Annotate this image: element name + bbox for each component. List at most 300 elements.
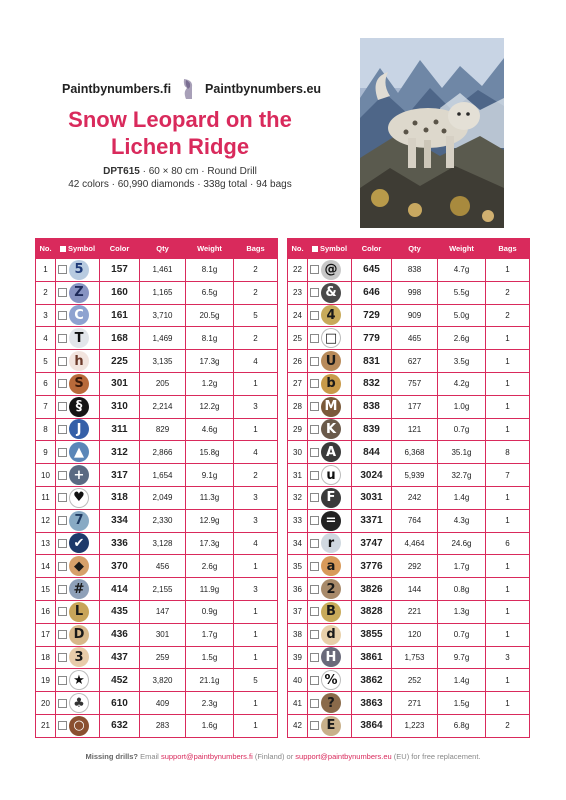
row-symbol-cell [308,714,352,737]
table-row [36,304,278,327]
quantity: 121 [392,418,438,441]
row-symbol-cell [56,692,100,715]
bags: 1 [486,486,530,509]
table-body-right [288,259,530,738]
symbol-badge-icon: A [321,442,341,462]
dmc-color-code: 336 [100,532,140,555]
weight: 12.2g [186,395,234,418]
row-symbol-cell [56,714,100,737]
weight: 8.1g [186,259,234,282]
table-row [288,669,530,692]
table-row [36,623,278,646]
table-row [36,714,278,737]
row-checkbox[interactable] [58,357,67,366]
footer-text: Email [138,752,161,761]
row-symbol-cell [56,441,100,464]
row-number: 1 [36,259,56,282]
row-number: 7 [36,395,56,418]
weight: 20.5g [186,304,234,327]
row-checkbox[interactable] [58,265,67,274]
quantity: 2,330 [140,509,186,532]
bags: 1 [234,692,278,715]
header-checkbox-icon [312,246,318,252]
row-symbol-cell [308,372,352,395]
paint-brush-logo-icon [181,78,195,100]
dmc-color-code: 3031 [352,486,392,509]
table-row [36,486,278,509]
weight: 35.1g [438,441,486,464]
row-number: 40 [288,669,308,692]
table-row [36,350,278,373]
row-number: 13 [36,532,56,555]
symbol-badge-icon: @ [321,260,341,280]
row-checkbox[interactable] [310,379,319,388]
symbol-badge-icon: ♣ [69,693,89,713]
dmc-color-code: 435 [100,600,140,623]
symbol-badge-icon: h [69,351,89,371]
weight: 1.7g [186,623,234,646]
row-number: 9 [36,441,56,464]
weight: 6.5g [186,281,234,304]
quantity: 221 [392,600,438,623]
symbol-badge-icon: ▲ [69,442,89,462]
quantity: 998 [392,281,438,304]
row-number: 36 [288,578,308,601]
table-row [36,669,278,692]
dmc-color-code: 3864 [352,714,392,737]
email-link-eu[interactable]: support@paintbynumbers.eu [295,752,392,761]
quantity: 3,820 [140,669,186,692]
row-symbol-cell [56,372,100,395]
table-row [36,464,278,487]
row-number: 3 [36,304,56,327]
row-checkbox[interactable] [58,334,67,343]
header-bags: Bags [486,239,530,259]
symbol-badge-icon: ✔ [69,533,89,553]
symbol-badge-icon: U [321,351,341,371]
quantity: 5,939 [392,464,438,487]
row-checkbox[interactable] [310,562,319,571]
bags: 1 [486,418,530,441]
dmc-color-code: 318 [100,486,140,509]
quantity: 6,368 [392,441,438,464]
row-number: 16 [36,600,56,623]
table-row [36,281,278,304]
header-checkbox-icon [60,246,66,252]
bags: 6 [486,532,530,555]
bags: 1 [486,555,530,578]
row-number: 29 [288,418,308,441]
quantity: 909 [392,304,438,327]
row-symbol-cell [308,555,352,578]
quantity: 764 [392,509,438,532]
row-symbol-cell [308,327,352,350]
quantity: 3,135 [140,350,186,373]
dmc-color-code: 779 [352,327,392,350]
row-checkbox[interactable] [58,653,67,662]
table-row [36,327,278,350]
row-symbol-cell [56,304,100,327]
row-number: 30 [288,441,308,464]
weight: 15.8g [186,441,234,464]
symbol-badge-icon: 4 [321,305,341,325]
dmc-color-code: 632 [100,714,140,737]
row-checkbox[interactable] [58,630,67,639]
weight: 9.7g [438,646,486,669]
weight: 0.7g [438,623,486,646]
product-spec [40,166,320,177]
row-symbol-cell [308,509,352,532]
row-checkbox[interactable] [310,676,319,685]
row-checkbox[interactable] [310,471,319,480]
dmc-color-code: 646 [352,281,392,304]
dmc-color-code: 610 [100,692,140,715]
row-checkbox[interactable] [58,699,67,708]
row-checkbox[interactable] [310,653,319,662]
row-checkbox[interactable] [310,265,319,274]
row-number: 8 [36,418,56,441]
symbol-badge-icon: ◆ [69,556,89,576]
symbol-badge-icon: H [321,647,341,667]
row-number: 10 [36,464,56,487]
dmc-color-code: 157 [100,259,140,282]
symbol-badge-icon: L [69,602,89,622]
table-row [288,372,530,395]
quantity: 144 [392,578,438,601]
table-row [288,464,530,487]
bags: 1 [486,350,530,373]
symbol-badge-icon: = [321,511,341,531]
row-checkbox[interactable] [310,448,319,457]
row-checkbox[interactable] [310,585,319,594]
symbol-badge-icon: M [321,397,341,417]
table-row [288,692,530,715]
row-number: 23 [288,281,308,304]
quantity: 4,464 [392,532,438,555]
row-checkbox[interactable] [310,721,319,730]
dmc-color-code: 414 [100,578,140,601]
page-title: Snow Leopard on the Lichen Ridge [68,107,292,159]
quantity: 1,469 [140,327,186,350]
table-row [288,418,530,441]
symbol-badge-icon: # [69,579,89,599]
row-checkbox[interactable] [310,516,319,525]
dmc-color-code: 3747 [352,532,392,555]
row-number: 42 [288,714,308,737]
bags: 1 [234,600,278,623]
quantity: 242 [392,486,438,509]
bags: 1 [234,623,278,646]
row-number: 33 [288,509,308,532]
symbol-badge-icon: E [321,716,341,736]
weight: 1.0g [438,395,486,418]
row-symbol-cell [56,259,100,282]
row-symbol-cell [308,259,352,282]
row-checkbox[interactable] [58,471,67,480]
row-symbol-cell [56,327,100,350]
row-symbol-cell [56,555,100,578]
table-row [288,486,530,509]
quantity: 120 [392,623,438,646]
symbol-badge-icon: a [321,556,341,576]
quantity: 259 [140,646,186,669]
dmc-color-code: 3826 [352,578,392,601]
symbol-badge-icon: 3 [69,647,89,667]
weight: 0.7g [438,418,486,441]
quantity: 292 [392,555,438,578]
row-checkbox[interactable] [58,402,67,411]
row-number: 11 [36,486,56,509]
row-checkbox[interactable] [58,493,67,502]
row-number: 34 [288,532,308,555]
dmc-color-code: 3862 [352,669,392,692]
quantity: 2,866 [140,441,186,464]
symbol-badge-icon: d [321,625,341,645]
table-row [288,259,530,282]
header-no: No. [36,239,56,259]
row-number: 14 [36,555,56,578]
quantity: 409 [140,692,186,715]
dmc-color-code: 311 [100,418,140,441]
row-checkbox[interactable] [310,425,319,434]
row-checkbox[interactable] [310,630,319,639]
row-symbol-cell [56,464,100,487]
row-symbol-cell [308,532,352,555]
table-header-row [36,239,278,259]
row-number: 31 [288,464,308,487]
row-number: 39 [288,646,308,669]
row-symbol-cell [308,281,352,304]
row-number: 41 [288,692,308,715]
weight: 8.1g [186,327,234,350]
header-qty: Qty [392,239,438,259]
bags: 1 [486,509,530,532]
table-row [36,395,278,418]
dmc-color-code: 838 [352,395,392,418]
symbol-badge-icon: % [321,670,341,690]
bags: 3 [486,646,530,669]
dmc-color-code: 3371 [352,509,392,532]
table-row [36,600,278,623]
dmc-color-code: 3024 [352,464,392,487]
dmc-color-code: 3855 [352,623,392,646]
row-number: 12 [36,509,56,532]
weight: 11.9g [186,578,234,601]
row-number: 24 [288,304,308,327]
row-number: 22 [288,259,308,282]
dmc-color-code: 832 [352,372,392,395]
dmc-color-code: 3828 [352,600,392,623]
row-checkbox[interactable] [58,562,67,571]
row-checkbox[interactable] [58,288,67,297]
symbol-badge-icon: 5 [69,260,89,280]
bags: 1 [486,623,530,646]
dmc-color-code: 310 [100,395,140,418]
weight: 4.2g [438,372,486,395]
weight: 4.6g [186,418,234,441]
row-symbol-cell [56,281,100,304]
table-row [288,600,530,623]
bags: 2 [234,327,278,350]
dmc-color-code: 3863 [352,692,392,715]
row-checkbox[interactable] [58,448,67,457]
symbol-badge-icon: □ [321,328,341,348]
quantity: 205 [140,372,186,395]
row-number: 4 [36,327,56,350]
weight: 11.3g [186,486,234,509]
bags: 3 [234,509,278,532]
symbol-badge-icon: B [321,602,341,622]
weight: 4.7g [438,259,486,282]
dmc-color-code: 729 [352,304,392,327]
dmc-color-code: 436 [100,623,140,646]
row-number: 38 [288,623,308,646]
quantity: 252 [392,669,438,692]
quantity: 2,049 [140,486,186,509]
row-symbol-cell [308,350,352,373]
row-number: 18 [36,646,56,669]
row-symbol-cell [56,418,100,441]
symbol-badge-icon: & [321,283,341,303]
weight: 1.7g [438,555,486,578]
dmc-color-code: 160 [100,281,140,304]
dmc-color-code: 161 [100,304,140,327]
table-row [36,555,278,578]
row-number: 19 [36,669,56,692]
bags: 3 [234,578,278,601]
bags: 1 [486,578,530,601]
weight: 21.1g [186,669,234,692]
dmc-color-code: 839 [352,418,392,441]
table-row [288,555,530,578]
symbol-badge-icon: r [321,533,341,553]
row-number: 15 [36,578,56,601]
weight: 1.5g [438,692,486,715]
dmc-color-code: 437 [100,646,140,669]
row-symbol-cell [56,600,100,623]
quantity: 283 [140,714,186,737]
quantity: 271 [392,692,438,715]
row-checkbox[interactable] [310,357,319,366]
symbol-badge-icon: Z [69,283,89,303]
dmc-color-code: 370 [100,555,140,578]
symbol-badge-icon: ★ [69,670,89,690]
header-bags: Bags [234,239,278,259]
row-number: 21 [36,714,56,737]
dmc-color-code: 844 [352,441,392,464]
weight: 24.6g [438,532,486,555]
symbol-badge-icon: ♥ [69,488,89,508]
row-checkbox[interactable] [310,334,319,343]
table-row [288,646,530,669]
row-symbol-cell [56,532,100,555]
row-checkbox[interactable] [310,402,319,411]
weight: 1.4g [438,669,486,692]
quantity: 147 [140,600,186,623]
row-symbol-cell [56,623,100,646]
row-checkbox[interactable] [58,585,67,594]
bags: 4 [234,350,278,373]
weight: 32.7g [438,464,486,487]
row-number: 32 [288,486,308,509]
table-row [288,281,530,304]
table-body-left [36,259,278,738]
weight: 0.9g [186,600,234,623]
quantity: 1,223 [392,714,438,737]
weight: 12.9g [186,509,234,532]
quantity: 177 [392,395,438,418]
row-checkbox[interactable] [58,539,67,548]
row-number: 25 [288,327,308,350]
row-symbol-cell [308,692,352,715]
header-weight: Weight [438,239,486,259]
row-checkbox[interactable] [310,288,319,297]
row-symbol-cell [308,578,352,601]
row-checkbox[interactable] [58,379,67,388]
table-row [288,578,530,601]
weight: 1.2g [186,372,234,395]
symbol-badge-icon: 2 [321,579,341,599]
bags: 2 [234,281,278,304]
table-row [36,532,278,555]
dmc-color-code: 168 [100,327,140,350]
bags: 7 [486,464,530,487]
brand-eu: Paintbynumbers.eu [205,82,322,96]
symbol-badge-icon: C [69,305,89,325]
table-row [36,509,278,532]
row-symbol-cell [308,441,352,464]
footer-lead: Missing drills? [85,752,139,761]
row-checkbox[interactable] [58,676,67,685]
color-table-left [35,238,278,738]
row-checkbox[interactable] [310,311,319,320]
row-symbol-cell [56,509,100,532]
quantity: 2,214 [140,395,186,418]
snow-leopard-artwork [360,38,504,228]
row-symbol-cell [308,486,352,509]
email-link-fi[interactable]: support@paintbynumbers.fi [160,752,253,761]
weight: 3.5g [438,350,486,373]
row-symbol-cell [56,486,100,509]
row-checkbox[interactable] [310,699,319,708]
symbol-badge-icon: u [321,465,341,485]
bags: 5 [234,669,278,692]
bags: 1 [234,714,278,737]
row-checkbox[interactable] [310,607,319,616]
symbol-badge-icon: S [69,374,89,394]
table-row [288,509,530,532]
row-checkbox[interactable] [310,493,319,502]
row-number: 37 [288,600,308,623]
table-row [36,441,278,464]
row-checkbox[interactable] [310,539,319,548]
header-color: Color [352,239,392,259]
bags: 5 [234,304,278,327]
row-number: 2 [36,281,56,304]
table-row [36,259,278,282]
table-row [288,395,530,418]
product-size: · 60 × 80 cm · Round Drill [139,166,257,177]
row-checkbox[interactable] [58,311,67,320]
row-symbol-cell [308,304,352,327]
row-checkbox[interactable] [58,607,67,616]
quantity: 456 [140,555,186,578]
row-checkbox[interactable] [58,516,67,525]
row-checkbox[interactable] [58,425,67,434]
weight: 4.3g [438,509,486,532]
row-checkbox[interactable] [58,721,67,730]
table-row [288,714,530,737]
